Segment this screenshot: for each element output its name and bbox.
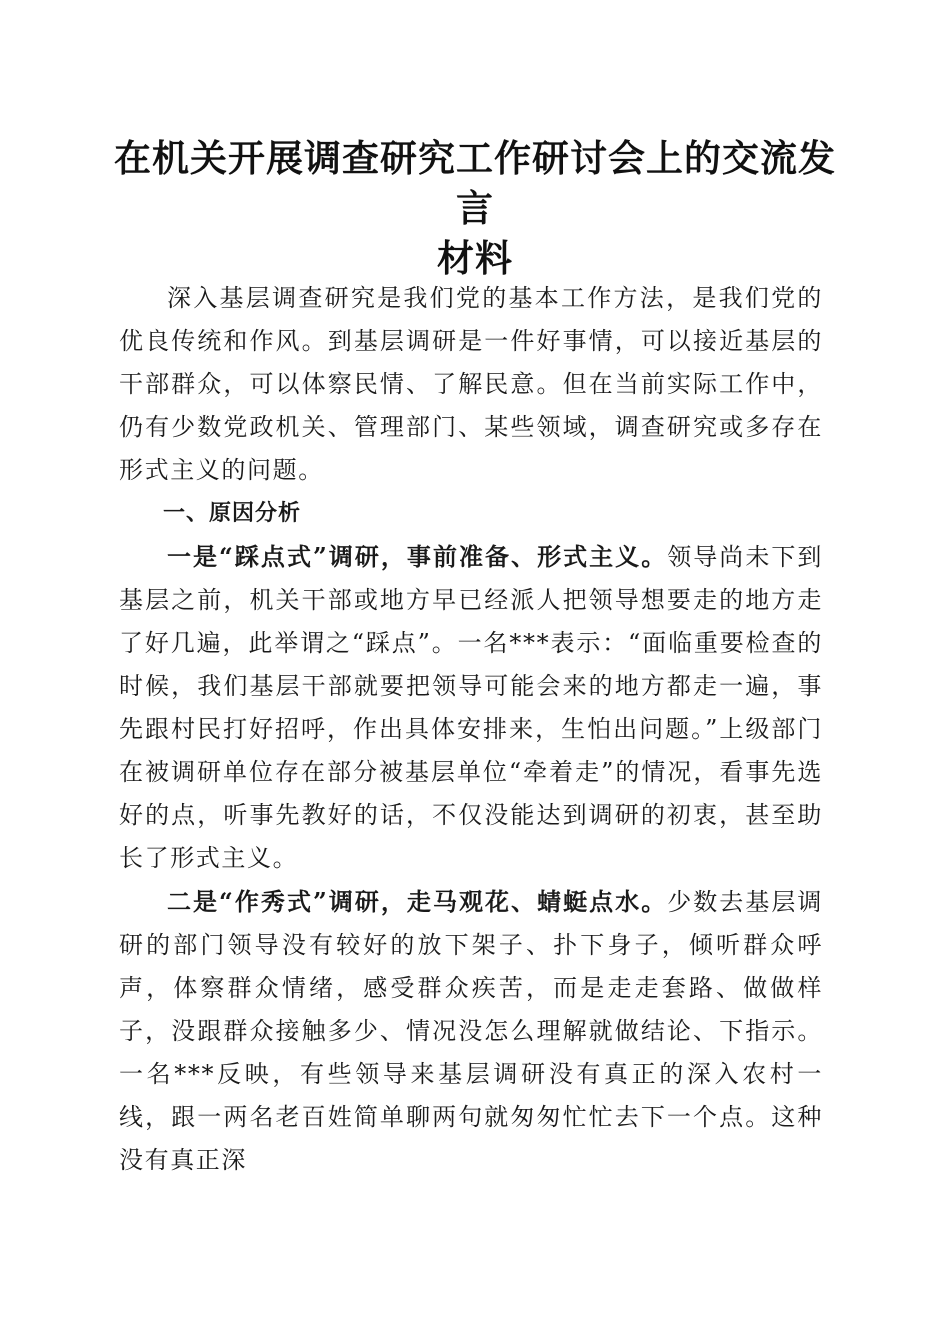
- section-heading: 一、原因分析: [163, 501, 302, 526]
- paragraph-2-text: 少数去基层调研的部门领导没有较好的放下架子、扑下身子，倾听群众呼声，体察群众情绪，感受群众疾苦，而是走走套路、做做样子，没跟群众接触多少、情况没怎么理解就做结论、下指示。一名***反映，有些领导来基层调研没有真正的深入农村一线，跟一两名老百姓简单聊两句就匆匆忙忙去下一个点。这种没有真正深: [119, 888, 823, 1174]
- paragraph-1-text: 领导尚未下到基层之前，机关干部或地方早已经派人把领导想要走的地方走了好几遍，此举谓之“踩点”。一名***表示：“面临重要检查的时候，我们基层干部就要把领导可能会来的地方都走一遍，事先跟村民打好招呼，作出具体安排来，生怕出问题。”上级部门在被调研单位存在部分被基层单位“牵着走”的情况，看事先选好的点，听事先教好的话，不仅没能达到调研的初衷，甚至助长了形式主义。: [119, 543, 823, 872]
- intro-paragraph: 深入基层调查研究是我们党的基本工作方法，是我们党的优良传统和作风。到基层调研是一件好事情，可以接近基层的干部群众，可以体察民情、了解民意。但在当前实际工作中，仍有少数党政机关、管理部门、某些领域，调查研究或多存在形式主义的问题。: [119, 284, 823, 484]
- document-title: [100, 133, 850, 283]
- paragraph-1-lead: 一是“踩点式”调研，事前准备、形式主义。: [167, 542, 668, 571]
- title-line-2: 材料: [437, 236, 513, 280]
- paragraph-1: [119, 535, 823, 880]
- document-body: [119, 277, 823, 1182]
- title-line-1: 在机关开展调查研究工作研讨会上的交流发言: [114, 136, 836, 230]
- paragraph-2: [119, 880, 823, 1182]
- paragraph-2-lead: 二是“作秀式”调研，走马观花、蜻蜓点水。: [167, 887, 668, 916]
